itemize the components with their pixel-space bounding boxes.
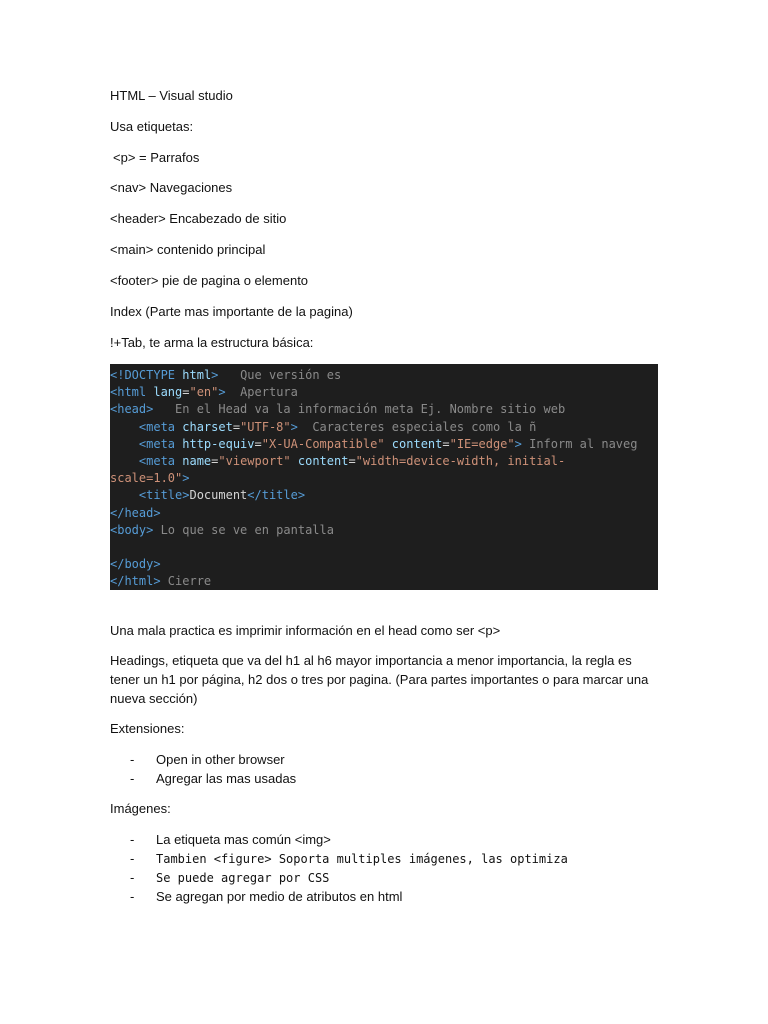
imagenes-heading: Imágenes: [110, 801, 171, 816]
doc-title: HTML – Visual studio [110, 88, 233, 103]
header-tag-line: <header> Encabezado de sitio [110, 211, 287, 226]
index-line: Index (Parte mas importante de la pagina) [110, 304, 353, 319]
code-block [110, 364, 658, 590]
img-item: - Se puede agregar por CSS [130, 870, 330, 885]
code-line-1: <!DOCTYPE html> Que versión es [110, 368, 342, 382]
extensiones-heading: Extensiones: [110, 721, 185, 736]
code-line-13: </html> Cierre [110, 574, 212, 589]
mala-practica: Una mala practica es imprimir información en el head como ser <p> [110, 623, 501, 638]
code-line-12: </body> [110, 557, 161, 572]
p-tag-line: <p> = Parrafos [113, 150, 200, 165]
main-tag-line: <main> contenido principal [110, 242, 266, 257]
code-line-5: <meta http-equiv="X-UA-Compatible" content="IE=edge"> Inform al naveg [138, 436, 638, 451]
usa-etiquetas: Usa etiquetas: [110, 119, 194, 134]
ext-item: - Agregar las mas usadas [130, 771, 297, 786]
img-item: - Tambien <figure> Soporta multiples imágenes, las optimiza [130, 851, 568, 866]
code-line-7: scale=1.0"> [110, 471, 190, 486]
nav-tag-line: <nav> Navegaciones [110, 180, 233, 195]
code-line-9: </head> [110, 505, 161, 520]
code-line-11 [110, 539, 658, 556]
code-line-6: <meta name="viewport" content="width=device-width, initial- [138, 453, 566, 468]
code-line-10: <body> Lo que se ve en pantalla [110, 522, 334, 537]
headings-paragraph: Headings, etiqueta que va del h1 al h6 mayor importancia a menor importancia, la regla es tener un h1 por página, h2 dos o tres por pagina. (Para partes importantes o para marcar una nueva sección) [110, 653, 649, 706]
img-item: - Se agregan por medio de atributos en html [130, 889, 403, 904]
ext-item: - Open in other browser [130, 752, 285, 767]
code-line-8: <title>Document</title> [138, 488, 306, 503]
footer-tag-line: <footer> pie de pagina o elemento [110, 273, 309, 288]
code-line-4: <meta charset="UTF-8"> Caracteres especiales como la ñ [138, 419, 537, 434]
img-item: - La etiqueta mas común <img> [130, 832, 331, 847]
code-line-3: <head> En el Head va la información meta Ej. Nombre sitio web [110, 402, 566, 417]
tab-line: !+Tab, te arma la estructura básica: [110, 335, 314, 350]
code-line-2: <html lang="en"> Apertura [110, 385, 298, 400]
